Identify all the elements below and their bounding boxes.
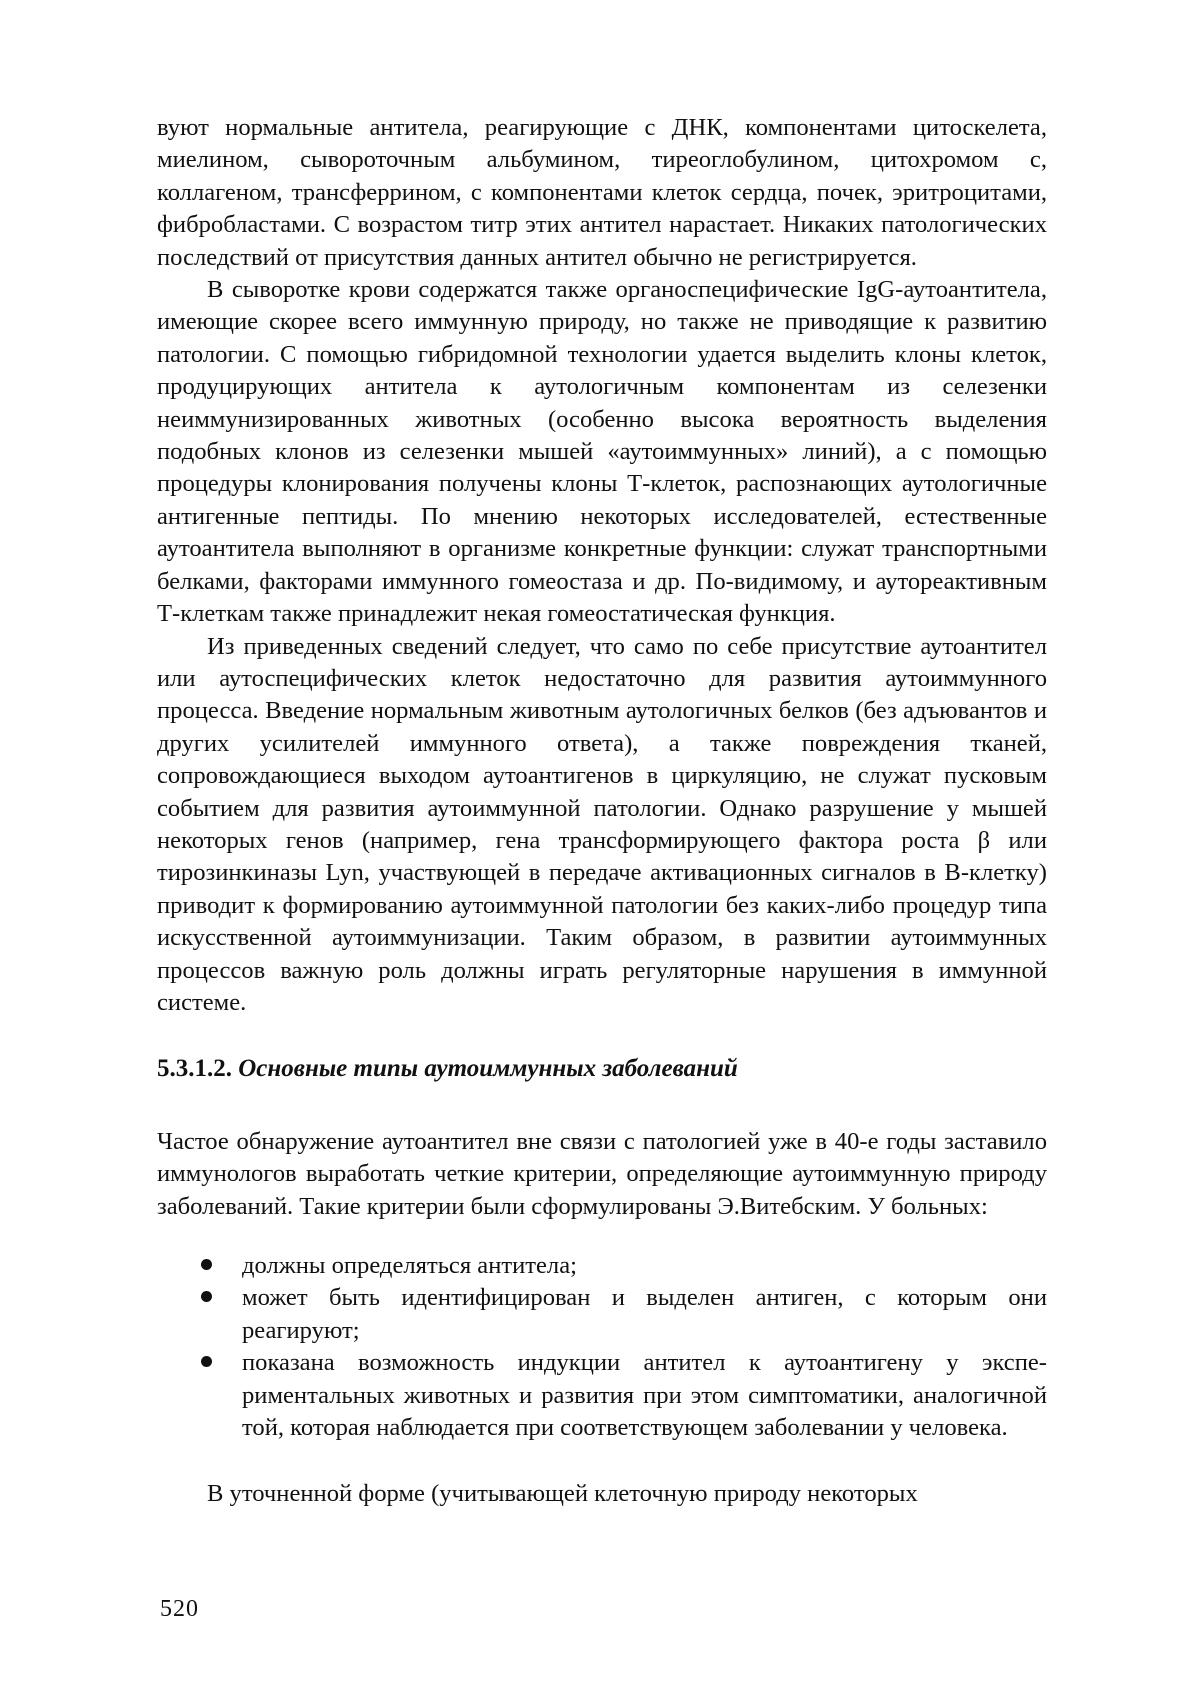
paragraph-2: В сыворотке крови содержатся также органоспецифические IgG-аутоантитела, имеющие скорее всего иммунную природу, но также не приводящие к развитию патологии. С помощью гибридомной технологии удается выделить клоны клеток, продуцирующих антитела к аутологичным компонентам из селезенки неиммунизированных животных (особенно высока вероятность выделения подобных клонов из селезенки мышей «аутоиммунных» линий), а с помощью процедуры клонирования получены клоны Т-клеток, распознающих аутологичные антигенные пептиды. По мнению некоторых исследователей, естественные аутоантитела выполняют в организме конкретные функции: служат транспортными белками, факторами иммунного гомеостаза и др. По-видимому, и аутореактивным Т-клеткам также принадлежит некая гомеостатическая функция. [157,276,1047,628]
list-item [201,1250,1047,1282]
paragraph-4: Частое обнаружение аутоантител вне связи с патологией уже в 40-е годы заставило иммунологов выработать четкие критерии, определяющие аутоиммунную природу заболеваний. Такие критерии были сформулированы Э.Витебским. У больных: [157,1127,1047,1220]
list-item-text: должны определяться антитела; [242,1252,577,1279]
bullet-icon [201,1259,212,1270]
paragraph-1: вуют нормальные антитела, реагирующие с ДНК, компонентами цитоскелета, миелином, сывороточным альбумином, тиреоглобулином, цитохромом с, коллагеном, трансферрином, с компонентами клеток сердца, почек, эритроцитами, фибробластами. С возрастом титр этих антител нарастает. Никаких патологических последствий от присутствия данных антител обычно не регистрируется. [157,114,1047,271]
bullet-icon [201,1356,212,1367]
list-item [201,1347,1047,1444]
list-item-text: показана возможность индукции антител к аутоантигену у экспериментальных животных и развития при этом симптоматики, аналогичной той, которая наблюдается при соответствующем заболевании у человека. [242,1349,1047,1442]
page-body [157,112,1047,1511]
list-item [201,1282,1047,1347]
paragraph-3: Из приведенных сведений следует, что само по себе присутствие аутоантител или аутоспецифических клеток недостаточно для развития аутоиммунного процесса. Введение нормальным животным аутологичных белков (без адъювантов и других усилителей иммунного ответа), а также повреждения тканей, сопровождающиеся выходом аутоантигенов в циркуляцию, не служат пусковым событием для развития аутоиммунной патологии. Однако разрушение у мышей некоторых генов (например, гена трансформирующего фактора роста β или тирозинкиназы Lyn, участвующей в передаче активационных сигналов в В-клетку) приводит к формированию аутоиммунной патологии без каких-либо процедур типа искусственной аутоиммунизации. Таким образом, в развитии аутоиммунных процессов важную роль должны играть регуляторные нарушения в иммунной системе. [157,632,1047,1016]
list-item-text: может быть идентифицирован и выделен антиген, с которым они реагируют; [242,1284,1047,1344]
bullet-icon [201,1291,212,1302]
section-heading [157,1053,1047,1085]
section-title: Основные типы аутоиммунных заболеваний [238,1055,738,1083]
paragraph-5: В уточненной форме (учитывающей клеточную природу некоторых [207,1480,918,1508]
spacer [157,1223,1047,1250]
criteria-list [157,1250,1047,1444]
section-number: 5.3.1.2. [157,1055,232,1083]
page-number: 520 [160,1596,199,1622]
